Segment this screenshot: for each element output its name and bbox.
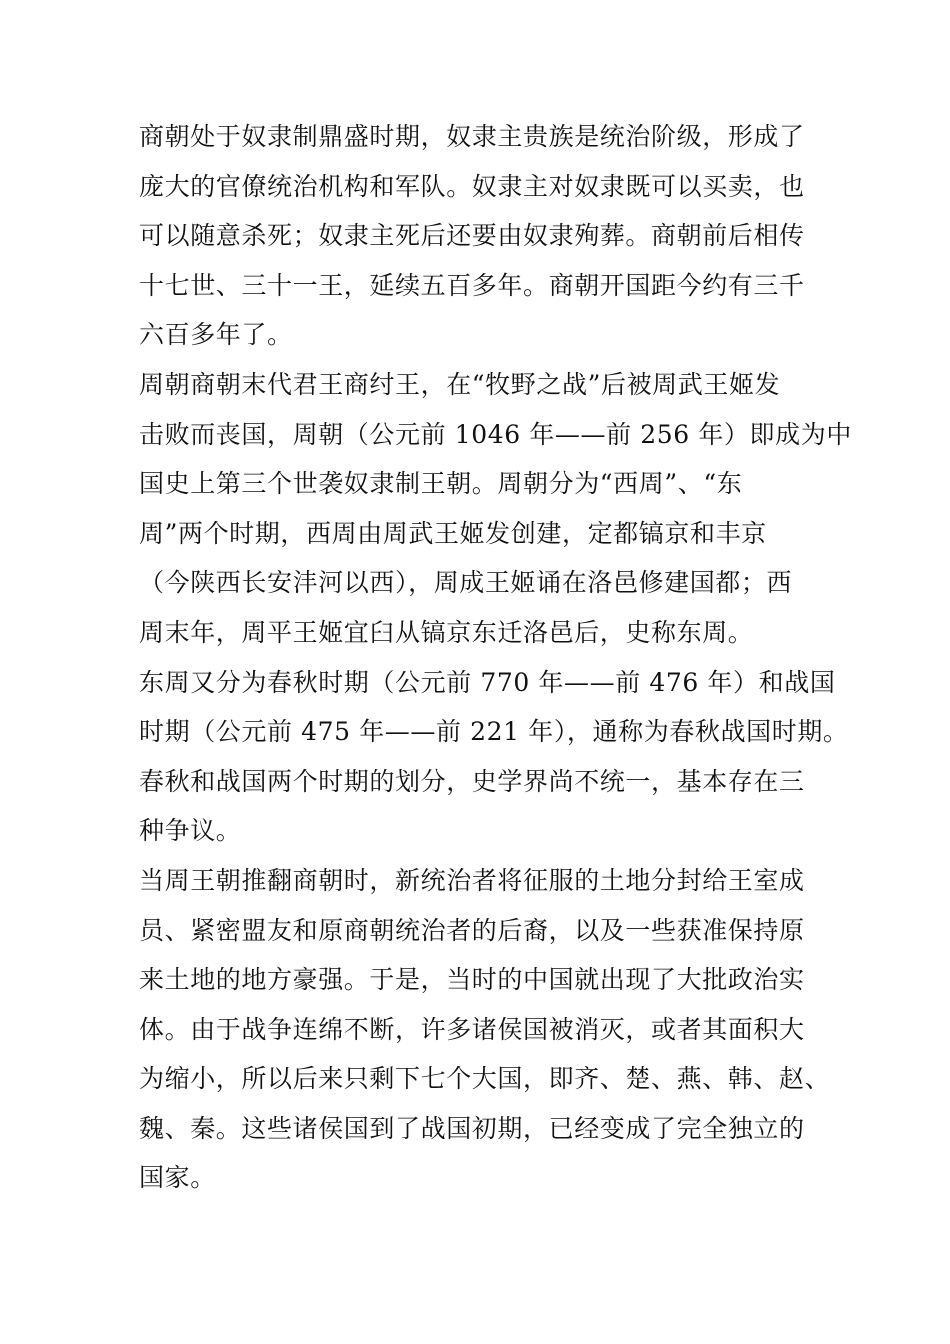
text-line: 周”两个时期，西周由周武王姬发创建，定都镐京和丰京 (139, 518, 767, 548)
text-line: 周朝商朝末代君王商纣王，在“牧野之战”后被周武王姬发 (139, 369, 781, 399)
text-line: 春秋和战国两个时期的划分，史学界尚不统一，基本存在三 (139, 766, 805, 796)
text-line: 为缩小，所以后来只剩下七个大国，即齐、楚、燕、韩、赵、 (139, 1064, 831, 1094)
text-line: 东周又分为春秋时期（公元前 770 年——前 476 年）和战国 (139, 667, 836, 697)
text-line: 时期（公元前 475 年——前 221 年），通称为春秋战国时期。 (139, 717, 849, 747)
text-line: 来土地的地方豪强。于是，当时的中国就出现了大批政治实 (139, 965, 805, 995)
text-line: 魏、秦。这些诸侯国到了战国初期，已经变成了完全独立的 (139, 1113, 805, 1143)
text-line: 十七世、三十一王，延续五百多年。商朝开国距今约有三千 (139, 270, 805, 300)
paragraph-zhou-dynasty (139, 360, 852, 658)
text-line: 员、紧密盟友和原商朝统治者的后裔，以及一些获准保持原 (139, 915, 805, 945)
text-line: 六百多年了。 (139, 320, 293, 350)
text-line: 体。由于战争连绵不断，许多诸侯国被消灭，或者其面积大 (139, 1014, 805, 1044)
paragraph-shang-dynasty (139, 112, 819, 360)
text-line: 可以随意杀死；奴隶主死后还要由奴隶殉葬。商朝前后相传 (139, 221, 805, 251)
text-line: 国家。 (139, 1163, 216, 1193)
text-line: 庞大的官僚统治机构和军队。奴隶主对奴隶既可以买卖，也 (139, 171, 805, 201)
text-line: 击败而丧国，周朝（公元前 1046 年——前 256 年）即成为中 (139, 419, 852, 449)
paragraph-warring-states (139, 856, 831, 1203)
text-line: （今陕西长安沣河以西），周成王姬诵在洛邑修建国都；西 (139, 568, 793, 598)
document-body (139, 112, 852, 1203)
paragraph-eastern-zhou (139, 658, 849, 856)
text-line: 周末年，周平王姬宜臼从镐京东迁洛邑后，史称东周。 (139, 617, 754, 647)
text-line: 种争议。 (139, 816, 242, 846)
text-line: 商朝处于奴隶制鼎盛时期，奴隶主贵族是统治阶级，形成了 (139, 122, 805, 151)
text-line: 当周王朝推翻商朝时，新统治者将征服的土地分封给王室成 (139, 865, 805, 895)
text-line: 国史上第三个世袭奴隶制王朝。周朝分为“西周”、“东 (139, 469, 743, 499)
